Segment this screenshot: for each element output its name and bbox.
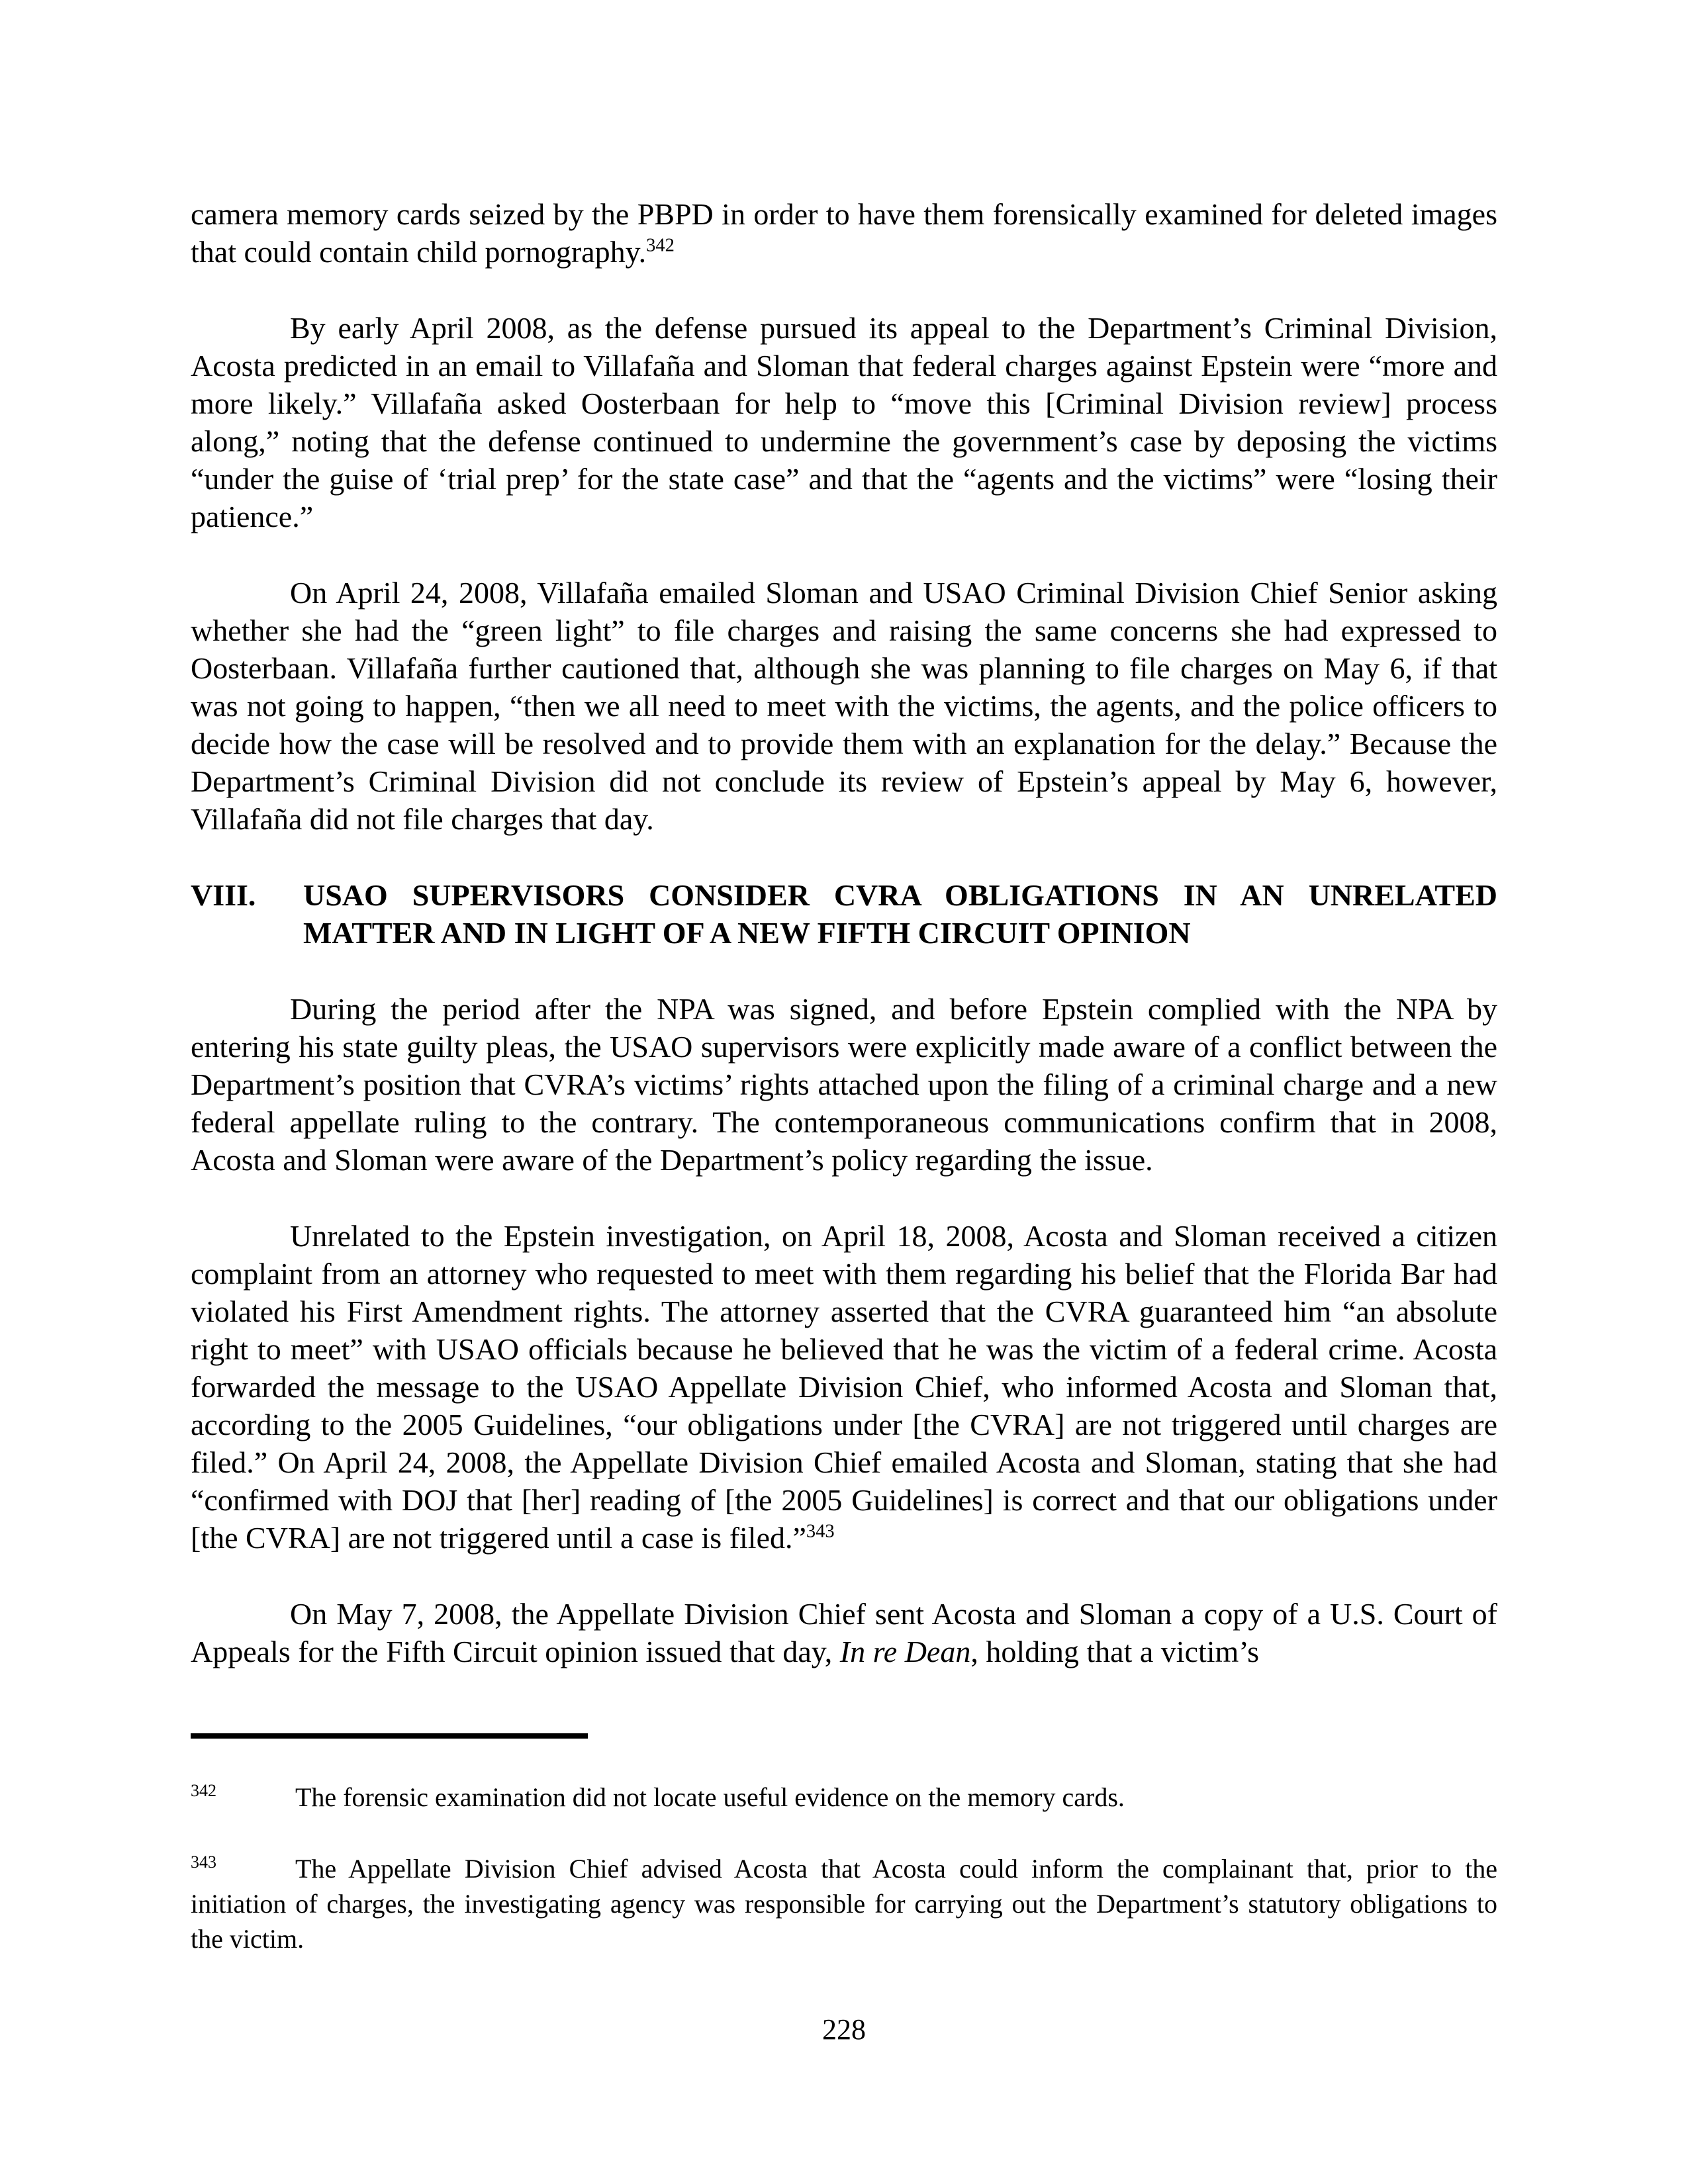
- page-number: 228: [822, 2013, 866, 2046]
- paragraph: [191, 1217, 1497, 1557]
- text-run: By early April 2008, as the defense pursued its appeal to the Department’s Criminal Division, Acosta predicted in an email to Villafaña and Sloman that federal charges against Epstein were “more and more likely.” Villafaña asked Oosterbaan for help to “move this [Criminal Division review] process along,” noting that the defense continued to undermine the government’s case by deposing the victims “under the guise of ‘trial prep’ for the state case” and that the “agents and the victims” were “losing their patience.”: [191, 311, 1497, 533]
- footnote-reference: 342: [646, 235, 675, 256]
- footnotes: [191, 1780, 1497, 1956]
- footnote-text: The forensic examination did not locate useful evidence on the memory cards.: [295, 1782, 1125, 1812]
- paragraph: [191, 1595, 1497, 1670]
- content-blocks: [191, 195, 1497, 1670]
- text-run: camera memory cards seized by the PBPD in order to have them forensically examined for deleted images that could contain child pornography.: [191, 197, 1497, 269]
- text-run: USAO SUPERVISORS CONSIDER CVRA OBLIGATIONS IN AN UNRELATED MATTER AND IN LIGHT OF A NEW FIFTH CIRCUIT OPINION: [303, 878, 1497, 950]
- text-run: On April 24, 2008, Villafaña emailed Sloman and USAO Criminal Division Chief Senior asking whether she had the “green light” to file charges and raising the same concerns she had expressed to Oosterbaan. Villafaña further cautioned that, although she was planning to file charges on May 6, if that was not going to happen, “then we all need to meet with the victims, the agents, and the police officers to decide how the case will be resolved and to provide them with an explanation for the delay.” Because the Department’s Criminal Division did not conclude its review of Epstein’s appeal by May 6, however, Villafaña did not file charges that day.: [191, 576, 1497, 836]
- section-title: [303, 876, 1497, 952]
- footnote: $^{342}$ The forensic examination did not locate useful evidence on the memory cards.: [191, 1781, 1125, 1812]
- footnote-reference: 343: [806, 1521, 835, 1542]
- text-run: During the period after the NPA was signed, and before Epstein complied with the NPA by entering his state guilty pleas, the USAO supervisors were explicitly made aware of a conflict between the Department’s position that CVRA’s victims’ rights attached upon the filing of a criminal charge and a new federal appellate ruling to the contrary. The contemporaneous communications confirm that in 2008, Acosta and Sloman were aware of the Department’s policy regarding the issue.: [191, 992, 1497, 1177]
- section-number: VIII.: [191, 878, 256, 912]
- paragraph: [191, 990, 1497, 1179]
- footnote-section: [191, 1733, 1497, 1956]
- section-heading: [191, 876, 1497, 952]
- text-run: , holding that a victim’s: [970, 1635, 1260, 1668]
- footnote-text: The Appellate Division Chief advised Acosta that Acosta could inform the complainant that, prior to the initiation of charges, the investigating agency was responsible for carrying out the Department’s statutory obligations to the victim.: [191, 1854, 1497, 1954]
- text-run: Unrelated to the Epstein investigation, on April 18, 2008, Acosta and Sloman received a citizen complaint from an attorney who requested to meet with them regarding his belief that the Florida Bar had violated his First Amendment rights. The attorney asserted that the CVRA guaranteed him “an absolute right to meet” with USAO officials because he believed that he was the victim of a federal crime. Acosta forwarded the message to the USAO Appellate Division Chief, who informed Acosta and Sloman that, according to the 2005 Guidelines, “our obligations under [the CVRA] are not triggered until charges are filed.” On April 24, 2008, the Appellate Division Chief emailed Acosta and Sloman, stating that she had “confirmed with DOJ that [her] reading of [the 2005 Guidelines] is correct and that our obligations under [the CVRA] are not triggered until a case is filed.”: [191, 1219, 1497, 1555]
- footnote: $^{343}$ The Appellate Division Chief advised Acosta that Acosta could inform the complainant that, prior to the initiation of charges, the investigating agency was responsible for carrying out the Department’s statutory obligations to the victim.: [191, 1852, 1497, 1954]
- paragraph: [191, 574, 1497, 838]
- paragraph: [191, 195, 1497, 271]
- case-citation: In re Dean: [839, 1635, 971, 1668]
- text-run: On May 7, 2008, the Appellate Division Chief sent Acosta and Sloman a copy of a U.S. Court of Appeals for the Fifth Circuit opinion issued that day,: [191, 1597, 1497, 1668]
- paragraph: [191, 309, 1497, 535]
- footnote-separator-rule: [191, 1733, 588, 1739]
